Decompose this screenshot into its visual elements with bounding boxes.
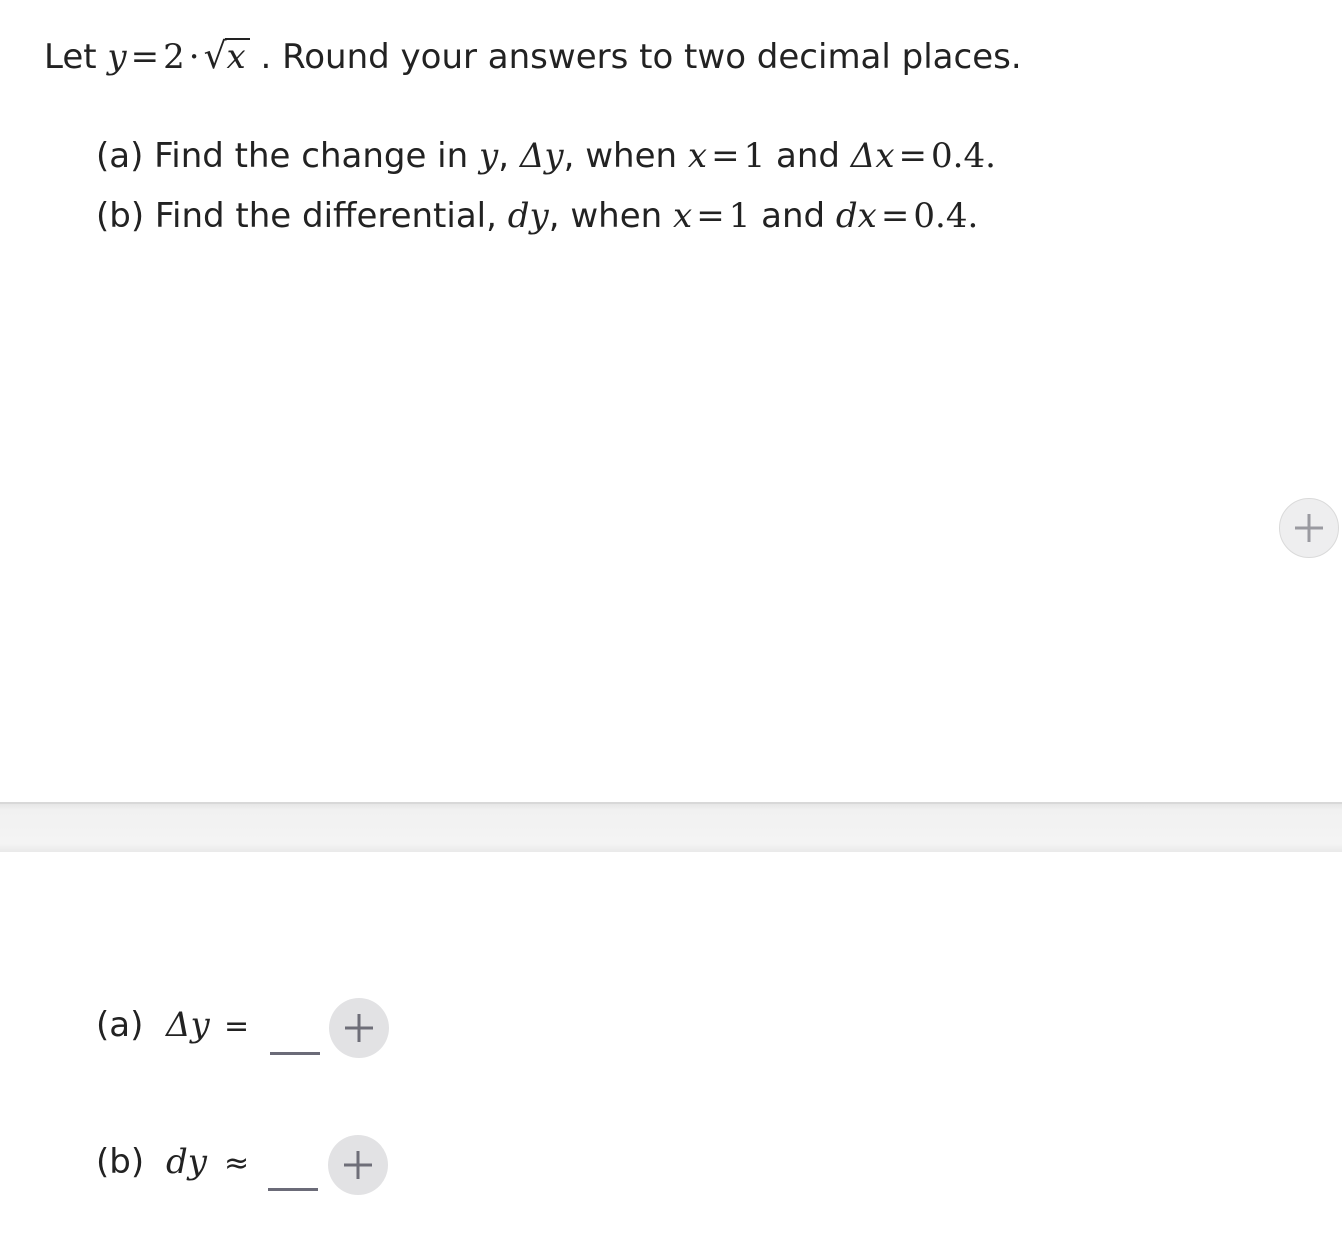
plus-icon (342, 1011, 376, 1045)
plus-icon (341, 1148, 375, 1182)
part-a-when: , when (563, 136, 678, 176)
intro-instructions: . Round your answers to two decimal places. (260, 37, 1022, 77)
sqrt-radicand: x (225, 38, 250, 74)
part-a-equals-2: = (898, 136, 928, 176)
answer-row-b (96, 1140, 254, 1186)
part-b-x-var: x (673, 196, 693, 236)
answer-row-a (96, 1003, 254, 1049)
part-a-and: and (776, 136, 840, 176)
answer-a-input[interactable] (270, 1052, 320, 1055)
part-b-and: and (761, 196, 826, 236)
part-b-equals-1: = (696, 196, 725, 236)
answer-b-symbol: dy (166, 1142, 207, 1182)
answer-b-add-button[interactable] (328, 1135, 388, 1195)
part-a-delta-x: Δx (850, 136, 895, 176)
intro-let: Let (44, 37, 97, 77)
part-b-period: . (967, 196, 979, 236)
side-add-button[interactable] (1279, 498, 1339, 558)
part-a-x-var: x (687, 136, 708, 176)
answer-a-add-button[interactable] (329, 998, 389, 1058)
answer-a-symbol: Δy (166, 1005, 210, 1045)
answer-a-relation: = (224, 1009, 250, 1044)
sqrt-expression (204, 35, 250, 79)
part-b-question (96, 194, 978, 238)
answer-b-input[interactable] (268, 1188, 318, 1191)
section-divider (0, 802, 1342, 852)
part-a-prefix: (a) Find the change in (96, 136, 469, 176)
sqrt-radical-icon: √ (203, 36, 227, 77)
problem-statement (44, 35, 1022, 79)
part-b-dy: dy (507, 196, 549, 236)
intro-coefficient: 2 (163, 37, 185, 77)
part-a-x-value: 1 (743, 136, 766, 176)
part-a-period: . (985, 136, 996, 176)
plus-icon (1292, 511, 1326, 545)
answer-b-label: (b) (96, 1142, 145, 1182)
answer-b-relation: ≈ (224, 1146, 250, 1181)
part-a-comma: , (498, 136, 510, 176)
part-b-when: , when (548, 196, 663, 236)
part-a-delta-y: Δy (519, 136, 564, 176)
part-a-equals-1: = (711, 136, 740, 176)
part-a-dx-value: 0.4 (931, 136, 986, 176)
intro-equals: = (130, 37, 160, 77)
intro-y-var: y (107, 37, 127, 77)
intro-multiply-dot: · (188, 37, 200, 77)
part-b-prefix: (b) Find the differential, (96, 196, 497, 236)
part-a-y-var: y (479, 136, 499, 176)
part-b-x-value: 1 (728, 196, 751, 236)
part-b-dx: dx (835, 196, 877, 236)
answer-a-label: (a) (96, 1005, 144, 1045)
part-b-dx-value: 0.4 (913, 196, 968, 236)
part-b-equals-2: = (880, 196, 910, 236)
part-a-question (96, 134, 996, 178)
